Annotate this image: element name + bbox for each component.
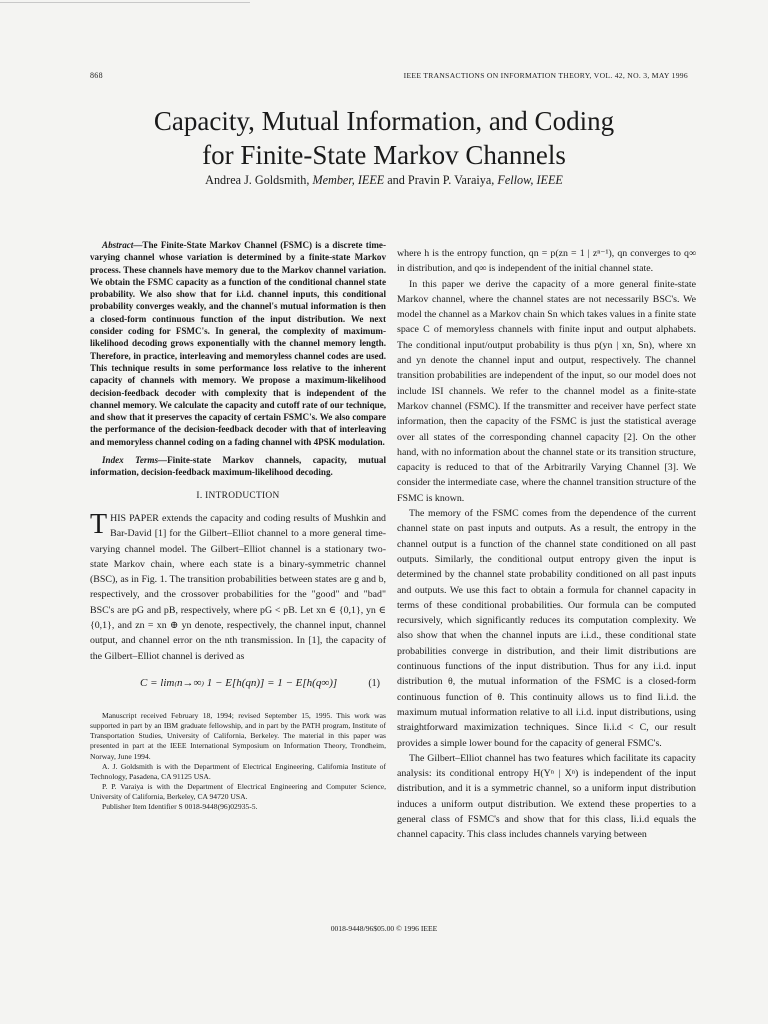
right-column (397, 246, 696, 843)
equation-number: (1) (368, 677, 380, 689)
intro-paragraph-1-text: HIS PAPER extends the capacity and coding results of Mushkin and Bar-David [1] for the Gilbert–Elliot channel to a more general time-varying channel model. The Gilbert–Elliot channel is a stationary two-state Markov chain, where each state is a binary-symmetric channel (BSC), as in Fig. 1. The transition probabilities between states are g and b, respectively, and the crossover probabilities for the "good" and "bad" BSC's are pG and pB, respectively, where pG < pB. Let xn ∈ {0,1}, yn ∈ {0,1}, and zn = xn ⊕ yn denote, respectively, the channel input, channel output, and channel error on the nth transmission. In [1], the capacity of the Gilbert–Elliot channel is derived as (90, 512, 386, 662)
equation-body: C = lim₍n→∞₎ 1 − E[h(qn)] = 1 − E[h(q∞)] (140, 676, 338, 689)
left-column (90, 239, 386, 812)
equation-1 (90, 676, 386, 691)
footnote-publisher-id: Publisher Item Identifier S 0018-9448(96)02935-5. (102, 802, 258, 812)
footnote-goldsmith: A. J. Goldsmith is with the Department of Electrical Engineering, California Institute of Technology, Pasadena, CA 91125 USA. (90, 761, 386, 781)
abstract (90, 239, 386, 448)
page-number: 868 (90, 71, 103, 80)
right-paragraph-4: The Gilbert–Elliot channel has two features which facilitate its capacity analysis: its conditional entropy H(Yⁿ | Xⁿ) is independent of the input distribution, and it is a symmetric channel, so a uniform input distribution induces a uniform output distribution. We extend these properties to a general class of FSMC's and show that for this class, Ii.i.d equals the channel capacity. This class includes channels varying between (397, 752, 696, 841)
copyright-line: 0018-9448/96$05.00 © 1996 IEEE (330, 924, 438, 933)
author-line (60, 173, 708, 188)
author-2: Pravin P. Varaiya, (407, 173, 495, 187)
footnote-varaiya: P. P. Varaiya is with the Department of Electrical Engineering and Computer Science, University of California, Berkeley, CA 94720 USA. (90, 781, 386, 801)
paper-title (60, 104, 708, 172)
scan-top-rule (0, 2, 250, 3)
drop-cap: T (90, 508, 108, 540)
index-terms (90, 454, 386, 479)
right-paragraph-1: where h is the entropy function, qn = p(zn = 1 | zⁿ⁻¹), qn converges to q∞ in distribution, and q∞ is independent of the initial channel state. (397, 248, 696, 275)
index-terms-lead: Index Terms— (102, 455, 168, 466)
abstract-text: The Finite-State Markov Channel (FSMC) is a discrete time-varying channel whose variation is determined by a finite-state Markov process. These channels have memory due to the Markov channel variation. We obtain the FSMC capacity as a function of the conditional channel state probability. We also show that for i.i.d. channel inputs, this conditional probability converges weakly, and the channel's mutual information is then a closed-form continuous function of the input distribution. We next consider coding for FSMC's. In general, the complexity of maximum-likelihood decoding grows exponentially with the channel memory length. Therefore, in practice, interleaving and memoryless channel codes are used. This technique results in some performance loss relative to the inherent capacity of channels with memory. We propose a maximum-likelihood decision-feedback decoder with complexity that is independent of the channel memory. We calculate the capacity and cutoff rate of our technique, and show that it preserves the capacity of certain FSMC's. We also compare the performance of the decision-feedback decoder with that of interleaving and memoryless channel coding on a fading channel with 4PSK modulation. (90, 240, 386, 447)
title-line-2: for Finite-State Markov Channels (202, 140, 566, 170)
author-1: Andrea J. Goldsmith, (205, 173, 310, 187)
footnote-manuscript: Manuscript received February 18, 1994; revised September 15, 1995. This work was supported in part by an IBM graduate fellowship, and in part by the PATH program, Institute of Transportation Studies, University of California, Berkeley. The material in this paper was presented in part at the IEEE International Symposium on Information Theory, Trondheim, Norway, June 1994. (90, 711, 386, 761)
title-line-1: Capacity, Mutual Information, and Coding (153, 106, 615, 136)
author-1-role: Member, IEEE (312, 173, 385, 187)
author-and: and (387, 173, 405, 187)
section-heading-introduction: I. INTRODUCTION (196, 490, 280, 501)
abstract-lead: Abstract— (102, 240, 143, 250)
index-terms-text: Finite-state Markov channels, capacity, mutual information, decision-feedback maximum-likelihood decoding. (90, 455, 386, 478)
author-2-role: Fellow, IEEE (497, 173, 563, 187)
right-paragraph-2: In this paper we derive the capacity of a more general finite-state Markov channel, where the channel states are not necessarily BSC's. We model the channel as a Markov chain Sn which takes values in a finite state space C of memoryless channels with finite input and output alphabets. The conditional input/output probability is thus p(yn | xn, Sn), where xn and yn denote the channel input and output, respectively. The channel transition probabilities are independent of the input, so our model does not include ISI channels. We refer to the channel model as a finite-state Markov channel (FSMC). If the transmitter and receiver have perfect state information, then the capacity of the FSMC is just the statistical average over all states of the corresponding channel capacity [2]. On the other hand, with no information about the channel state or its transition structure, capacity is reduced to that of the Arbitrarily Varying Channel [3]. We consider the intermediate case, where the channel transition structure of the FSMC is known. (397, 278, 696, 504)
intro-paragraph-1 (90, 508, 386, 664)
running-head: IEEE TRANSACTIONS ON INFORMATION THEORY, VOL. 42, NO. 3, MAY 1996 (403, 71, 688, 80)
right-paragraph-3: The memory of the FSMC comes from the dependence of the current channel state on past inputs and outputs. As a result, the entropy in the channel output is a function of the channel state conditioned on all past outputs. Similarly, the conditional output entropy given the input is determined by the channel state probability conditioned on all past inputs and outputs. We use this fact to obtain a formula for channel capacity in terms of these conditional probabilities. Our formula can be computed recursively, which significantly reduces its computation complexity. We also show that when the channel inputs are i.i.d., these conditional state probabilities converge in distribution, and their limit distributions are continuous functions of the input distribution. Thus for any i.i.d. input distribution θ, the mutual information of the FSMC is a closed-form continuous function of θ. This continuity allows us to find Ii.i.d. the maximum mutual information relative to all i.i.d. input distributions, using straightforward maximization techniques. Since Ii.i.d < C, our result provides a simple lower bound for the capacity of general FSMC's. (397, 508, 696, 749)
